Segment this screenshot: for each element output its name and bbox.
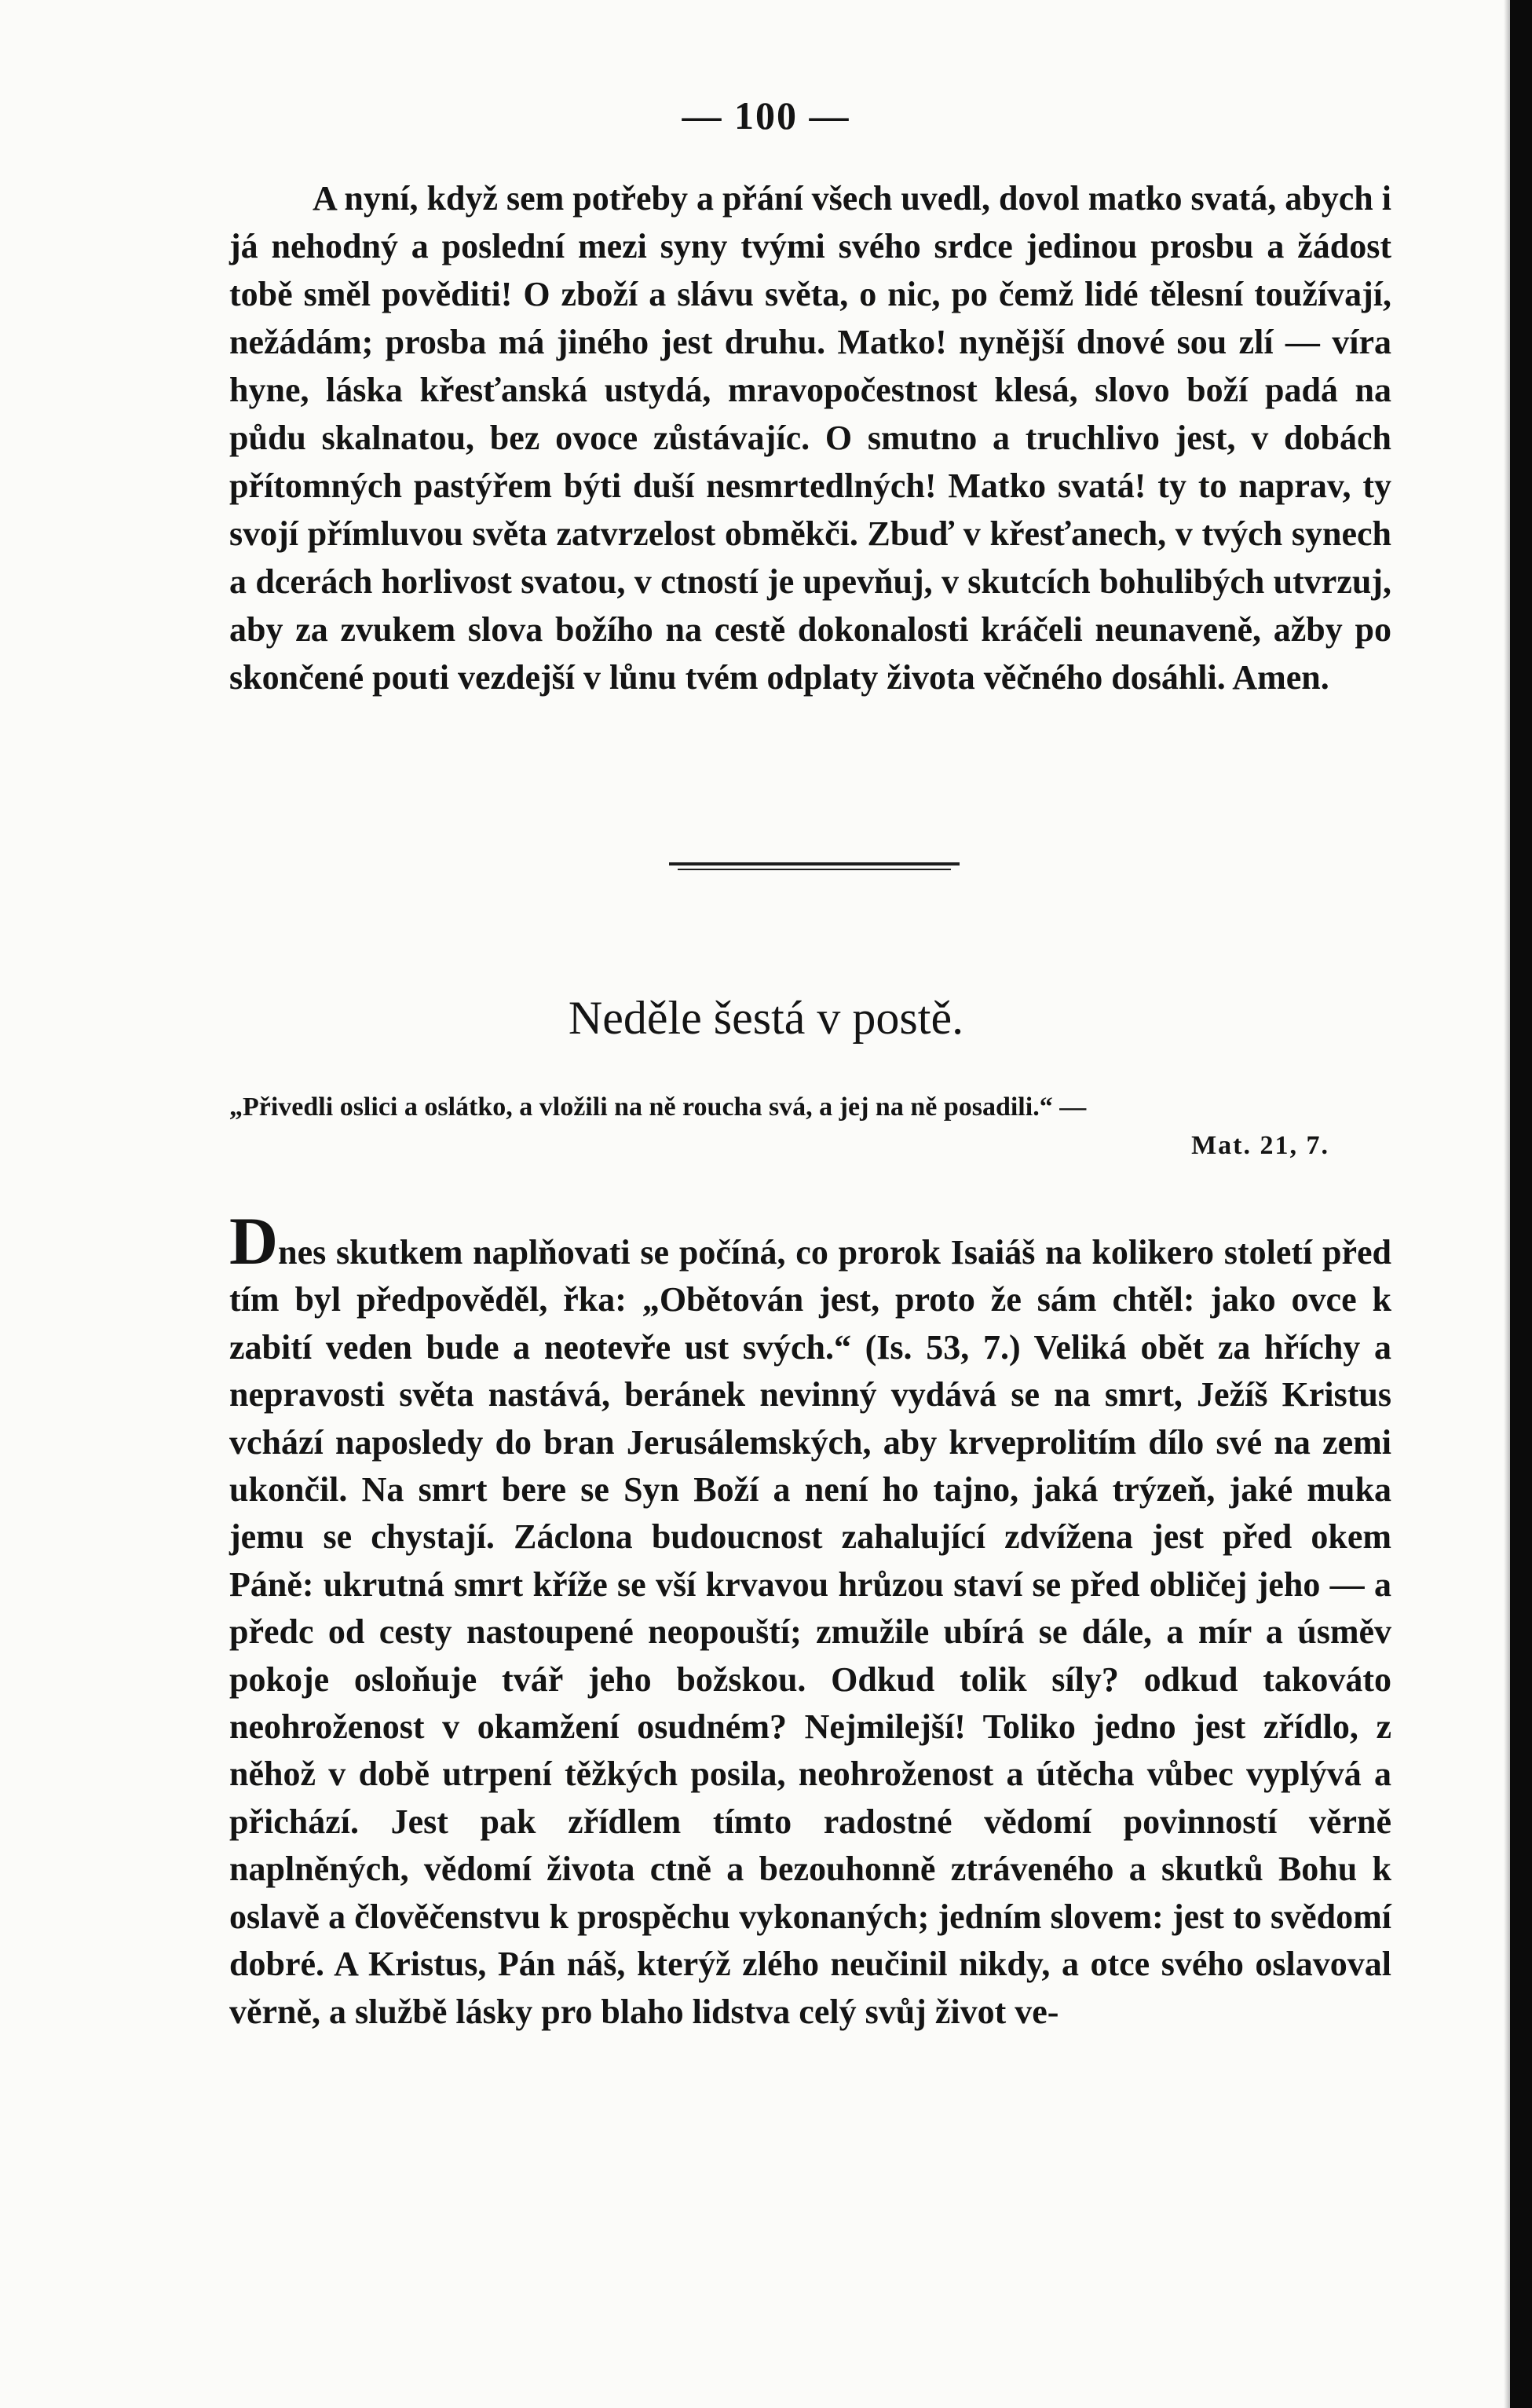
sermon-paragraph <box>229 1203 1391 2036</box>
epigraph-reference: Mat. 21, 7. <box>1191 1131 1329 1160</box>
drop-cap: D <box>229 1203 279 1279</box>
sermon-paragraph-text: nes skutkem naplňovati se počíná, co prorok Isaiáš na kolikero století před tím byl předpověděl, řka: „Obětován jest, proto že sám chtěl: jako ovce k zabití veden bude a neotevře ust svých.“ (Is. 53, 7.) Veliká obět za hříchy a nepravosti světa nastává, beránek nevinný vydává se na smrt, Ježíš Kristus vchází naposledy do bran Jerusálemských, aby krveprolitím dílo své na zemi ukončil. Na smrt bere se Syn Boží a není ho tajno, jaká trýzeň, jaké muka jemu se chystají. Záclona budoucnost zahalující zdvížena jest před okem Páně: ukrutná smrt kříže se vší krvavou hrůzou staví se před obličej jeho — a předc od cesty nastoupené neopouští; zmužile ubírá se dále, a mír a úsměv pokoje osloňuje tvář jeho božskou. Odkud tolik síly? odkud takováto neohroženost v okamžení osudném? Nejmilejší! Toliko jedno jest zřídlo, z něhož v době utrpení těžkých posila, neohroženost a útěcha vůbec vyplývá a přichází. Jest pak zřídlem tímto radostné vědomí povinností věrně naplněných, vědomí života ctně a bezouhonně ztráveného a skutků Bohu k oslavě a člověčenstvu k prospěchu vykonaných; jedním slovem: jest to svědomí dobré. A Kristus, Pán náš, kterýž zlého neučinil nikdy, a otce svého oslavoval věrně, a službě lásky pro blaho lidstva celý svůj život ve- <box>229 1233 1391 2031</box>
separator-line <box>678 869 951 870</box>
page-edge-shadow <box>1504 0 1510 2408</box>
epigraph-quote: „Přivedli oslici a oslátko, a vložili na ně roucha svá, a jej na ně posadili.“ — <box>229 1092 1087 1122</box>
closing-prayer-paragraph: A nyní, když sem potřeby a přání všech uvedl, dovol matko svatá, abych i já nehodný a poslední mezi syny tvými svého srdce jedinou prosbu a žádost tobě směl pověditi! O zboží a slávu světa, o nic, po čemž lidé tělesní toužívají, nežádám; prosba má jiného jest druhu. Matko! nynější dnové sou zlí — víra hyne, láska křesťanská ustydá, mravopočestnost klesá, slovo boží padá na půdu skalnatou, bez ovoce zůstávajíc. O smutno a truchlivo jest, v dobách přítomných pastýřem býti duší nesmrtedlných! Matko svatá! ty to naprav, ty svojí přímluvou světa zatvrzelost obměkči. Zbuď v křesťanech, v tvých synech a dcerách horlivost svatou, v ctností je upevňuj, v skutcích bohulibých utvrzuj, aby za zvukem slova božího na cestě dokonalosti kráčeli neunaveně, ažby po skončené pouti vezdejší v lůnu tvém odplaty života věčného dosáhli. Amen. <box>229 179 1391 697</box>
separator-line <box>669 862 960 865</box>
section-separator <box>669 862 960 873</box>
page-number: — 100 — <box>682 93 850 137</box>
section-title: Neděle šestá v postě. <box>568 992 964 1044</box>
book-spine <box>1510 0 1532 2408</box>
